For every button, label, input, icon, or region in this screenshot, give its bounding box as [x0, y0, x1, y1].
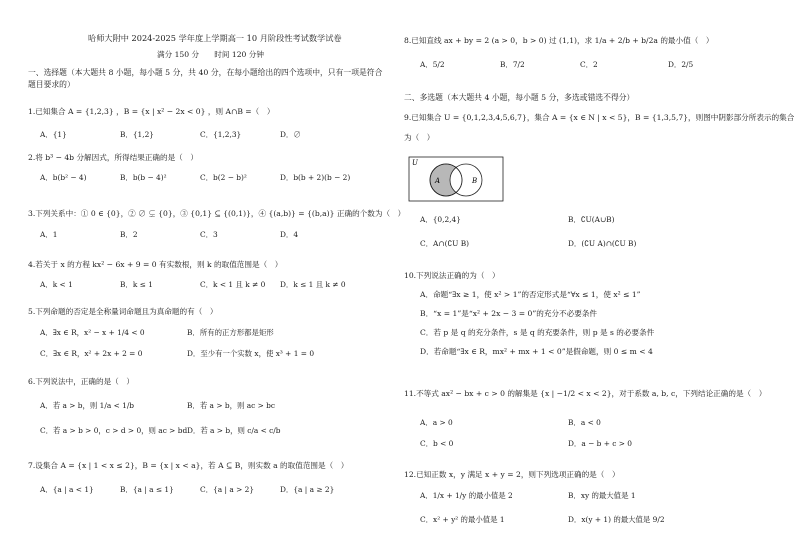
question-11-option-a[interactable]: A．a > 0 [420, 418, 453, 427]
question-3-option-a[interactable]: A．1 [40, 230, 58, 239]
question-8-stem: 8.已知直线 ax + by = 2 (a > 0，b > 0) 过 (1,1)，求 1/a + 2/b + b/2a 的最小值（ ） [404, 36, 714, 45]
question-9-option-d[interactable]: D．(∁U A)∩(∁U B) [568, 239, 637, 248]
venn-label-u: U [412, 159, 418, 167]
question-1-option-c[interactable]: C．{1,2,3} [200, 130, 242, 139]
question-4-option-a[interactable]: A．k < 1 [40, 280, 73, 289]
question-9-option-a[interactable]: A．{0,2,4} [420, 215, 461, 224]
question-3-option-d[interactable]: D．4 [280, 230, 299, 239]
question-2-option-b[interactable]: B．b(b − 4)² [120, 173, 167, 182]
question-8-option-a[interactable]: A．5/2 [420, 60, 445, 69]
exam-title: 哈师大附中 2024-2025 学年度上学期高一 10 月阶段性考试数学试卷 [88, 33, 342, 43]
venn-diagram [408, 156, 504, 202]
section2-heading: 二、多选题（本大题共 4 小题，每小题 5 分，多选或错选不得分） [404, 93, 635, 102]
question-7-option-b[interactable]: B．{a | a ≤ 1} [120, 485, 174, 494]
question-11-option-d[interactable]: D．a − b + c > 0 [568, 439, 632, 448]
question-4-stem: 4.若关于 x 的方程 kx² − 6x + 9 = 0 有实数根，则 k 的取值范围是（ ） [28, 260, 283, 269]
question-10-option-b[interactable]: B．“x = 1”是“x² + 2x − 3 = 0”的充分不必要条件 [420, 309, 598, 318]
question-9-option-c[interactable]: C．A∩(∁U B) [420, 239, 470, 248]
question-8-option-b[interactable]: B．7/2 [500, 60, 525, 69]
question-3-option-b[interactable]: B．2 [120, 230, 138, 239]
question-10-stem: 10.下列说法正确的为（ ） [404, 271, 500, 280]
venn-label-b: B [472, 177, 478, 185]
question-11-option-c[interactable]: C．b < 0 [420, 439, 454, 448]
question-10-option-a[interactable]: A．命题“∃x ≥ 1，使 x² > 1”的否定形式是“∀x ≤ 1，使 x² ≤ 1” [420, 290, 641, 299]
question-5-option-d[interactable]: D．至少有一个实数 x，使 x³ + 1 = 0 [187, 349, 315, 358]
question-7-stem: 7.设集合 A = {x | 1 < x ≤ 2}，B = {x | x < a}，若 A ⊆ B，则实数 a 的取值范围是（ ） [28, 461, 349, 470]
question-5-stem: 5.下列命题的否定是全称量词命题且为真命题的有（ ） [28, 307, 218, 316]
question-9-option-b[interactable]: B．∁U(A∪B) [568, 215, 615, 224]
question-2-stem: 2.将 b³ − 4b 分解因式，所得结果正确的是（ ） [28, 153, 198, 162]
question-5-option-c[interactable]: C．∃x ∈ R，x² + 2x + 2 = 0 [40, 349, 143, 358]
question-8-option-d[interactable]: D．2/5 [668, 60, 694, 69]
venn-label-a: A [435, 177, 441, 185]
question-8-option-c[interactable]: C．2 [580, 60, 598, 69]
question-2-option-a[interactable]: A．b(b² − 4) [40, 173, 87, 182]
question-1-stem: 1.已知集合 A = {1,2,3} ，B = {x | x² − 2x < 0} ，则 A∩B =（ ） [28, 107, 275, 116]
question-9-stem: 9.已知集合 U = {0,1,2,3,4,5,6,7}，集合 A = {x ∈ N | x < 5}，B = {1,3,5,7}，则图中阴影部分所表示的集合 [404, 113, 794, 122]
question-6-option-a[interactable]: A．若 a > b，则 1/a < 1/b [40, 401, 135, 410]
question-12-option-a[interactable]: A．1/x + 1/y 的最小值是 2 [420, 491, 513, 500]
question-6-option-d[interactable]: D．若 a > b，则 c/a < c/b [187, 426, 281, 435]
question-11-stem: 11.不等式 ax² − bx + c > 0 的解集是 {x | −1/2 < x < 2}，对于系数 a, b, c，下列结论正确的是（ ） [404, 389, 767, 398]
question-7-option-d[interactable]: D．{a | a ≥ 2} [280, 485, 335, 494]
question-6-stem: 6.下列说法中，正确的是（ ） [28, 377, 134, 386]
question-11-option-b[interactable]: B．a < 0 [568, 418, 601, 427]
question-1-option-b[interactable]: B．{1,2} [120, 130, 154, 139]
section1-heading-cont: 题目要求的） [28, 80, 75, 89]
question-6-option-b[interactable]: B．若 a > b，则 ac > bc [187, 401, 276, 410]
question-6-option-c[interactable]: C．若 a > b > 0，c > d > 0，则 ac > bd [40, 426, 188, 435]
question-3-option-c[interactable]: C．3 [200, 230, 218, 239]
question-10-option-c[interactable]: C．若 p 是 q 的充分条件，s 是 q 的充要条件，则 p 是 s 的必要条件 [420, 328, 655, 337]
question-1-option-a[interactable]: A．{1} [40, 130, 67, 139]
question-2-option-c[interactable]: C．b(2 − b)² [200, 173, 247, 182]
question-9-stem-cont: 为（ ） [404, 133, 435, 142]
section1-heading: 一、选择题（本大题共 8 小题，每小题 5 分，共 40 分，在每小题给出的四个选项中，只有一项是符合 [28, 68, 383, 77]
question-7-option-a[interactable]: A．{a | a < 1} [40, 485, 94, 494]
question-4-option-b[interactable]: B．k ≤ 1 [120, 280, 153, 289]
question-7-option-c[interactable]: C．{a | a > 2} [200, 485, 255, 494]
question-2-option-d[interactable]: D．b(b + 2)(b − 2) [280, 173, 351, 182]
question-12-option-d[interactable]: D．x(y + 1) 的最大值是 9/2 [568, 515, 665, 524]
question-4-option-d[interactable]: D．k ≤ 1 且 k ≠ 0 [280, 280, 346, 289]
question-5-option-b[interactable]: B．所有的正方形都是矩形 [187, 328, 274, 337]
question-4-option-c[interactable]: C．k < 1 且 k ≠ 0 [200, 280, 266, 289]
question-1-option-d[interactable]: D．∅ [280, 130, 301, 139]
question-12-stem: 12.已知正数 x，y 满足 x + y = 2，则下列选项正确的是（ ） [404, 470, 620, 479]
question-3-stem: 3.下列关系中：① 0 ∈ {0}，② ∅ ⊊ {0}，③ {0,1} ⊆ {(0,1)}，④ {(a,b)} = {(b,a)} 正确的个数为（ ） [28, 209, 406, 218]
question-5-option-a[interactable]: A．∃x ∈ R，x² − x + 1/4 < 0 [40, 328, 145, 337]
exam-meta: 满分 150 分 时间 120 分钟 [157, 50, 264, 59]
question-10-option-d[interactable]: D．若命题“∃x ∈ R，mx² + mx + 1 < 0”是假命题，则 0 ≤ m < 4 [420, 347, 653, 356]
question-12-option-b[interactable]: B．xy 的最大值是 1 [568, 491, 636, 500]
question-12-option-c[interactable]: C．x² + y² 的最小值是 1 [420, 515, 505, 524]
